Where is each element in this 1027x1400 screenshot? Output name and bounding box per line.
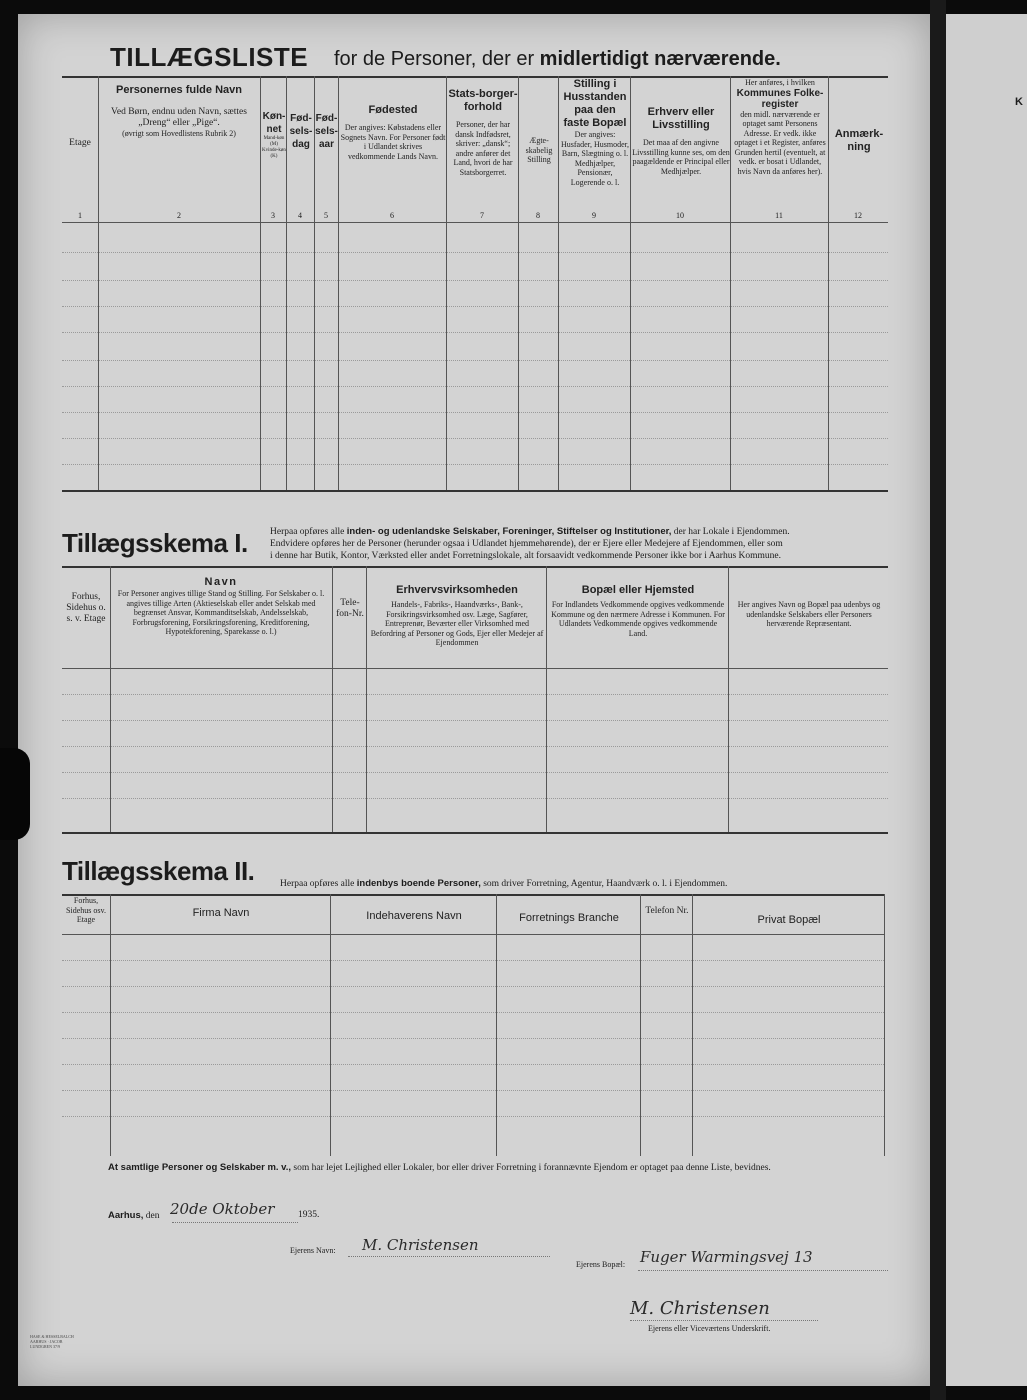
table-row-rule — [62, 798, 888, 799]
col-number: 2 — [177, 211, 181, 220]
facing-page-letter: K — [1015, 96, 1023, 108]
col-divider — [730, 76, 731, 490]
skema-1-note: Herpaa opføres alle inden- og udenlandske Selskaber, Foreninger, Stiftelser og Institutioner, der har Lokale i Ejendommen. Endvidere opføres her de Personer (herunder ogsaa i Udlandet hjemmehørende), der er Ejere eller Medejere af Ejendommen, eller som i denne har Butik, Kontor, Værksted eller andet Forretningslokale, alt forsaavidt vedkommende Personer ikke bor i Aarhus Kommune. — [270, 526, 790, 561]
col-number: 10 — [676, 211, 684, 220]
table-row-rule — [62, 280, 888, 281]
header-citizenship: Stats-borger-forhold Personer, der har dansk Indfødsret, skriver: „dansk“; andre anfører det Land, hvori de har Statsborgerret. — [448, 88, 518, 177]
table-row-rule — [62, 960, 884, 961]
header-etage: Etage — [69, 138, 91, 148]
date-rule — [172, 1222, 298, 1223]
binding-tab — [0, 748, 30, 840]
table-row-rule — [62, 306, 888, 307]
col-divider — [446, 76, 447, 490]
table-row-rule — [62, 360, 888, 361]
col-number: 6 — [390, 211, 394, 220]
skema-2-header-rule — [62, 934, 884, 935]
header-remarks: Anmærk-ning — [834, 128, 884, 153]
printer-mark: HASE & HESSELBALCH AARHUS · JACOB LUNDGREN 37/9 — [30, 1334, 74, 1349]
skema-1-title: Tillægsskema I. — [62, 528, 248, 558]
skema-1-top-border — [62, 566, 888, 568]
col-divider — [728, 566, 729, 832]
table-row-rule — [62, 1038, 884, 1039]
list-subtitle-bold: midlertidigt nærværende. — [539, 48, 781, 70]
signature-rule — [630, 1320, 818, 1321]
table-row-rule — [62, 986, 884, 987]
handwritten-residence: Fuger Warmingsvej 13 — [640, 1248, 813, 1266]
col-divider — [630, 76, 631, 490]
skema-1-bottom-border — [62, 832, 888, 834]
list-subtitle-pre: for de Personer, der er — [334, 48, 535, 70]
table-row-rule — [62, 386, 888, 387]
year: 1935. — [298, 1210, 320, 1220]
handwritten-date: 20de Oktober — [170, 1200, 275, 1218]
signature-label: Ejerens eller Viceværtens Underskrift. — [648, 1324, 771, 1333]
table-row-rule — [62, 1090, 884, 1091]
date-line: Aarhus, den — [108, 1210, 160, 1221]
header-birthplace: Fødested Der angives: Købstadens eller Sognets Navn. For Personer født i Udlandet skrives vedkommende Lands Navn. — [340, 104, 446, 161]
handwritten-owner: M. Christensen — [362, 1236, 479, 1254]
skema-1-header-rule — [62, 668, 888, 669]
s2-header-firm: Firma Navn — [192, 907, 250, 919]
certification-text: At samtlige Personer og Selskaber m. v., som har lejet Lejlighed eller Lokaler, bor eller driver Forretning i forannævnte Ejendom er optaget paa denne Liste, bevidnes. — [108, 1162, 771, 1173]
s2-header-owner: Indehaverens Navn — [366, 910, 462, 922]
table-row-rule — [62, 252, 888, 253]
col-divider — [884, 894, 885, 1156]
header-gender: Køn-net Mand-køn (M) Kvinde-køn (K) — [262, 111, 286, 159]
s1-header-etage: Forhus, Sidehus o. s. v. Etage — [66, 592, 106, 624]
header-household: Stilling i Husstanden paa den faste Bopæl Der angives: Husfader, Husmoder, Barn, Slægtning o. l. Medhjælper, Pensionær, Logerende o. l. — [560, 78, 629, 187]
col-number: 4 — [298, 211, 302, 220]
header-register: Her anføres, i hvilken Kommunes Folke-register den midl. nærværende er optaget samt Personens Adresse. Er vedk. ikke optaget i et Register, anføres Grunden hertil (eventuelt, at vedk. er bosat i Udlandet, hvis Navn da anføres her). — [734, 78, 826, 176]
table-row-rule — [62, 720, 888, 721]
col-divider — [546, 566, 547, 832]
facing-page — [946, 14, 1027, 1386]
col-divider — [98, 76, 99, 490]
form-page — [18, 14, 930, 1386]
header-birthday: Fød-sels-dag — [289, 113, 313, 150]
s1-header-representative: Her angives Navn og Bopæl paa udenbys og udenlandske Selskabers eller Personers herværende Repræsentant. — [737, 600, 881, 628]
residence-rule — [638, 1270, 888, 1271]
skema-2-title: Tillægsskema II. — [62, 856, 255, 886]
handwritten-signature: M. Christensen — [630, 1298, 770, 1319]
skema-2-note: Herpaa opføres alle indenbys boende Personer, som driver Forretning, Agentur, Haandværk o. l. i Ejendommen. — [280, 878, 728, 889]
col-divider — [366, 566, 367, 832]
owner-rule — [348, 1256, 550, 1257]
header-bottom-rule — [62, 222, 888, 223]
s2-header-private-residence: Privat Bopæl — [757, 914, 821, 926]
col-divider — [260, 76, 261, 490]
s1-header-business: Erhvervsvirksomheden Handels-, Fabriks-, Haandværks-, Bank-, Forsikringsvirksomhed osv. Læge, Sagfører, Entreprenør, Beværter eller Virksomhed med Befordring af Personer og Gods, Ejer eller Medejer af Ejendommen — [370, 584, 544, 647]
col-divider — [110, 566, 111, 832]
list-subtitle — [334, 48, 781, 71]
header-birthyear: Fød-sels-aar — [315, 113, 338, 150]
col-number: 9 — [592, 211, 596, 220]
s2-header-branch: Forretnings Branche — [519, 912, 619, 924]
table-row-rule — [62, 332, 888, 333]
table-row-rule — [62, 746, 888, 747]
col-number: 1 — [78, 211, 82, 220]
col-divider — [338, 76, 339, 490]
skema-2-top-border — [62, 894, 884, 896]
col-number: 11 — [775, 211, 783, 220]
col-divider — [518, 76, 519, 490]
col-divider — [286, 76, 287, 490]
book-gutter — [930, 0, 946, 1400]
s2-header-etage: Forhus, Sidehus osv. Etage — [66, 896, 106, 924]
header-marital: Ægte-skabelig Stilling — [525, 136, 553, 164]
table-row-rule — [62, 438, 888, 439]
col-divider — [828, 76, 829, 490]
table-row-rule — [62, 1064, 884, 1065]
table-row-rule — [62, 1116, 884, 1117]
table-row-rule — [62, 464, 888, 465]
s1-header-name: Navn For Personer angives tillige Stand og Stilling. For Selskaber o. l. angives tillige Arten (Aktieselskab eller andet Selskab med begrænset Ansvar, Kommanditselskab, Andelsselskab, Forbrugsforening, Forsikringsforening, Kreditforening, Hypotekforening, Sparekasse o. l.) — [117, 576, 325, 636]
col-number: 12 — [854, 211, 862, 220]
table-row-rule — [62, 412, 888, 413]
header-occupation: Erhverv eller Livsstilling Det maa af den angivne Livsstilling kunne ses, om den paagældende er Principal eller Medhjælper. — [632, 106, 730, 176]
col-number: 8 — [536, 211, 540, 220]
table-row-rule — [62, 694, 888, 695]
table-row-rule — [62, 1012, 884, 1013]
table-row-rule — [62, 772, 888, 773]
owner-label: Ejerens Navn: — [290, 1246, 336, 1255]
list-title: TILLÆGSLISTE — [110, 42, 309, 72]
s1-header-phone: Tele-fon-Nr. — [336, 598, 364, 619]
col-number: 3 — [271, 211, 275, 220]
s2-header-phone: Telefon Nr. — [645, 906, 689, 916]
table-bottom-border — [62, 490, 888, 492]
col-number: 7 — [480, 211, 484, 220]
header-name: Personernes fulde Navn Ved Børn, endnu uden Navn, sættes „Dreng“ eller „Pige“. (øvrigt som Hovedlistens Rubrik 2) — [111, 84, 247, 138]
residence-label: Ejerens Bopæl: — [576, 1260, 626, 1269]
s1-header-residence: Bopæl eller Hjemsted For Indlandets Vedkommende opgives vedkommende Kommune og den nærmere Adresse i Kommunen. For Udlandets Vedkommende opgives vedkommende Land. — [551, 584, 725, 638]
col-number: 5 — [324, 211, 328, 220]
col-divider — [558, 76, 559, 490]
col-divider — [332, 566, 333, 832]
